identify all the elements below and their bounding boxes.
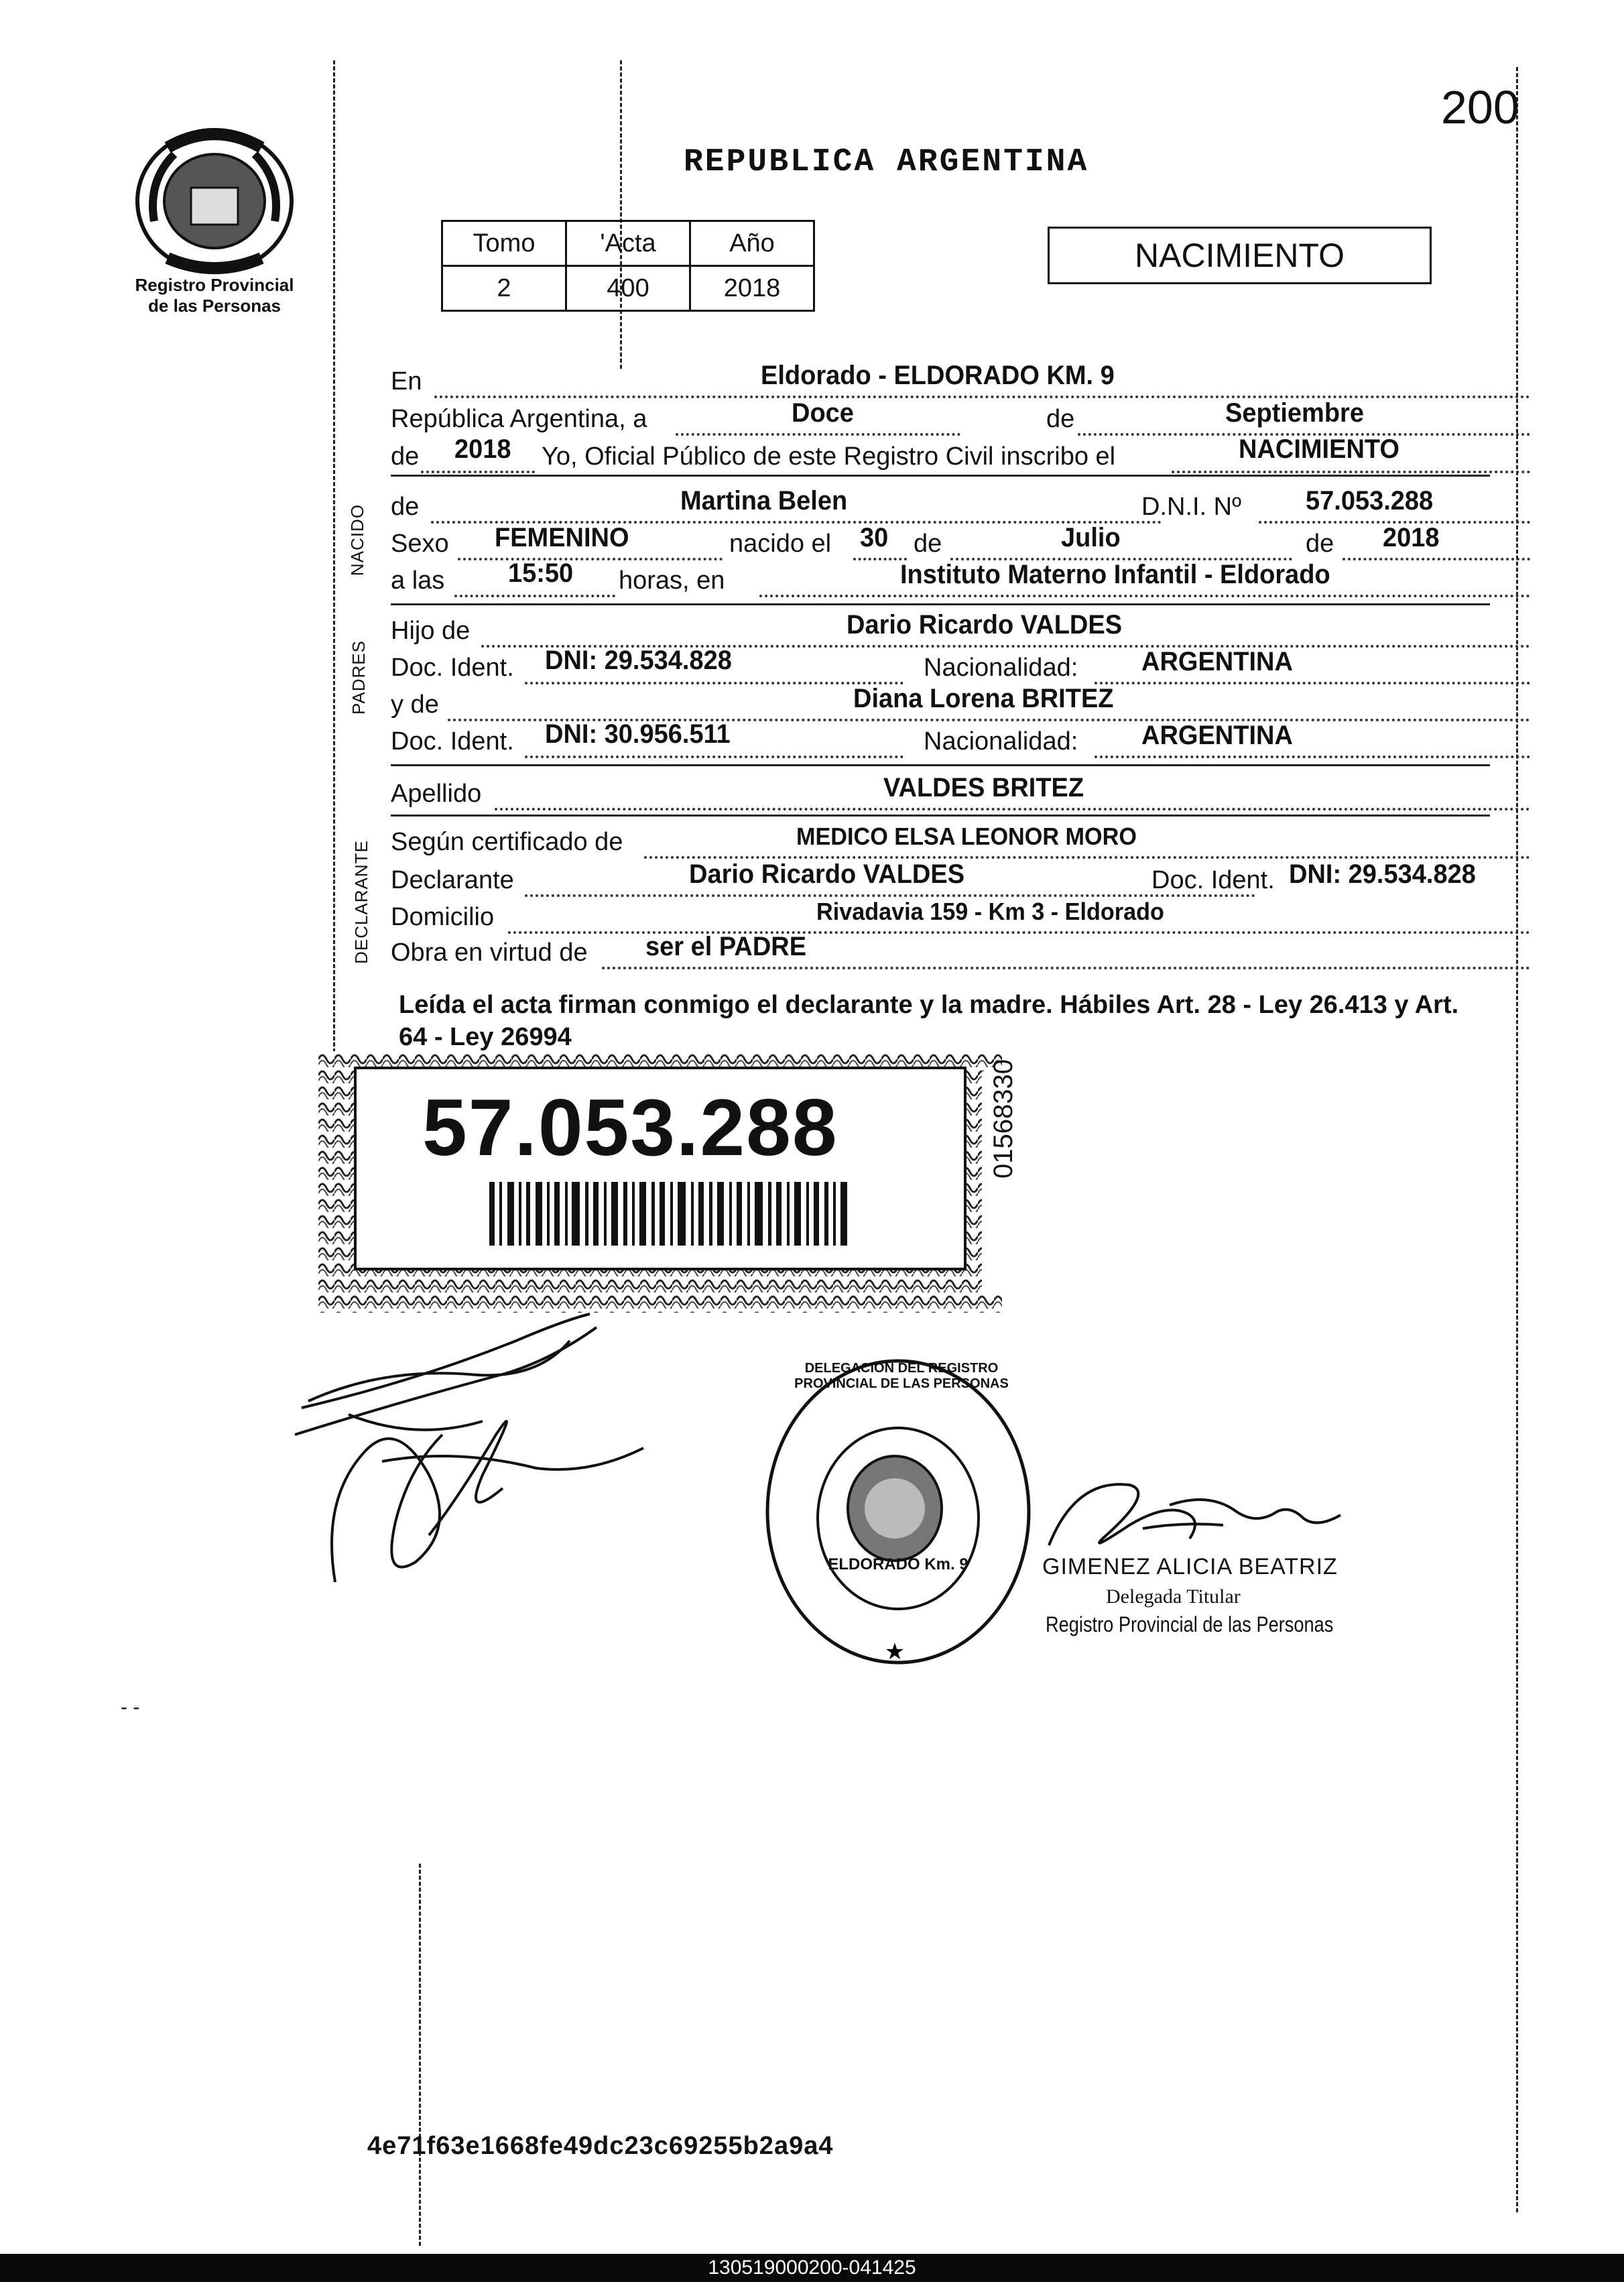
svg-text:★: ★: [884, 1638, 905, 1665]
document-title: REPUBLICA ARGENTINA: [684, 144, 1089, 180]
record-type-box: NACIMIENTO: [1048, 227, 1432, 284]
table-header-tomo: Tomo: [442, 221, 566, 266]
value-madre: Diana Lorena BRITEZ: [853, 684, 1114, 713]
declarant-signature: [282, 1301, 684, 1602]
fold-line-center: [620, 60, 622, 369]
stamp-outer-text: DELEGACION DEL REGISTRO PROVINCIAL DE LAS PERSONAS: [794, 1361, 1009, 1391]
registry-label: [114, 275, 315, 316]
record-table: [441, 220, 815, 312]
legal-note: Leída el acta firman conmigo el declarante y la madre. Hábiles Art. 28 - Ley 26.413 y Art. 64 - Ley 26994: [399, 991, 1459, 1051]
official-registry: Registro Provincial de las Personas: [1046, 1612, 1334, 1636]
value-nac2: ARGENTINA: [1141, 721, 1293, 750]
dni-card-serial: 01568330: [989, 1059, 1018, 1179]
registry-label-line2: de las Personas: [148, 296, 281, 316]
official-signature: [1036, 1465, 1351, 1559]
fold-line-left: [333, 60, 335, 1053]
label-doc3: Doc. Ident.: [1151, 866, 1275, 894]
label-dni: D.N.I. Nº: [1141, 493, 1241, 521]
table-value-acta: 400: [566, 266, 690, 311]
label-domicilio: Domicilio: [391, 903, 495, 931]
label-nac1: Nacionalidad:: [924, 654, 1078, 682]
value-nacido-mes: Julio: [1061, 523, 1121, 552]
official-role: Delegada Titular: [1106, 1585, 1241, 1608]
label-obra: Obra en virtud de: [391, 939, 588, 967]
value-doc2: DNI: 30.956.511: [545, 719, 731, 749]
table-header-anio: Año: [690, 221, 814, 266]
label-sexo: Sexo: [391, 530, 449, 558]
label-oficial: Yo, Oficial Público de este Registro Civil inscribo el: [542, 442, 1116, 471]
official-round-stamp: [757, 1354, 1046, 1676]
label-hijo: Hijo de: [391, 617, 471, 645]
value-padre: Dario Ricardo VALDES: [847, 610, 1123, 640]
margin-mark: - -: [121, 1696, 140, 1718]
value-declarante: Dario Ricardo VALDES: [689, 859, 965, 889]
side-label-nacido: NACIDO: [347, 503, 368, 577]
value-certificado: MEDICO ELSA LEONOR MORO: [796, 823, 1137, 850]
value-doc3: DNI: 29.534.828: [1289, 859, 1476, 889]
page-number: 200: [1441, 81, 1519, 133]
footer-code: 130519000200-041425: [0, 2254, 1624, 2282]
label-de: de: [1046, 405, 1075, 433]
label-doc2: Doc. Ident.: [391, 727, 514, 756]
value-sexo: FEMENINO: [495, 523, 629, 552]
registry-label-line1: Registro Provincial: [135, 275, 294, 295]
value-nac1: ARGENTINA: [1141, 647, 1293, 676]
value-day: Doce: [792, 398, 854, 428]
side-label-padres: PADRES: [349, 640, 369, 715]
value-apellido: VALDES BRITEZ: [883, 773, 1084, 802]
label-certificado: Según certificado de: [391, 828, 623, 856]
value-lugar: Instituto Materno Infantil - Eldorado: [900, 560, 1330, 589]
table-header-acta: 'Acta: [566, 221, 690, 266]
table-value-anio: 2018: [690, 266, 814, 311]
value-inscribo: NACIMIENTO: [1239, 434, 1399, 464]
value-en: Eldorado - ELDORADO KM. 9: [761, 361, 1115, 390]
label-republica: República Argentina, a: [391, 405, 647, 433]
label-nacido-de: de: [914, 530, 942, 558]
label-apellido: Apellido: [391, 780, 482, 808]
label-nac2: Nacionalidad:: [924, 727, 1078, 756]
value-dni: 57.053.288: [1306, 486, 1434, 516]
value-month: Septiembre: [1225, 398, 1364, 428]
label-nacido: nacido el: [729, 530, 832, 558]
value-doc1: DNI: 29.534.828: [545, 646, 732, 675]
label-a-las: a las: [391, 566, 445, 595]
label-de-nombre: de: [391, 493, 420, 521]
document-hash: 4e71f63e1668fe49dc23c69255b2a9a4: [367, 2132, 834, 2160]
label-doc1: Doc. Ident.: [391, 654, 514, 682]
value-nombre: Martina Belen: [680, 486, 848, 516]
value-nacido-dia: 30: [860, 523, 889, 552]
value-year: 2018: [454, 434, 511, 464]
table-value-tomo: 2: [442, 266, 566, 311]
fold-line-bottom: [419, 1864, 421, 2246]
dni-card-number: 57.053.288: [422, 1083, 838, 1173]
fold-line-right: [1516, 67, 1518, 2212]
dni-number-card: [318, 1051, 1018, 1313]
value-domicilio: Rivadavia 159 - Km 3 - Eldorado: [816, 898, 1164, 925]
official-name: GIMENEZ ALICIA BEATRIZ: [1042, 1554, 1338, 1579]
label-declarante: Declarante: [391, 866, 514, 894]
label-y-de: y de: [391, 690, 439, 719]
label-horas-en: horas, en: [619, 566, 725, 595]
stamp-inner-text: ELDORADO Km. 9: [828, 1555, 969, 1573]
value-nacido-anio: 2018: [1383, 523, 1440, 552]
label-en: En: [391, 367, 422, 396]
label-de-year: de: [391, 442, 420, 471]
value-obra: ser el PADRE: [645, 932, 807, 961]
side-label-declarante: DECLARANTE: [351, 840, 371, 964]
value-hora: 15:50: [508, 558, 574, 588]
label-nacido-de2: de: [1306, 530, 1334, 558]
